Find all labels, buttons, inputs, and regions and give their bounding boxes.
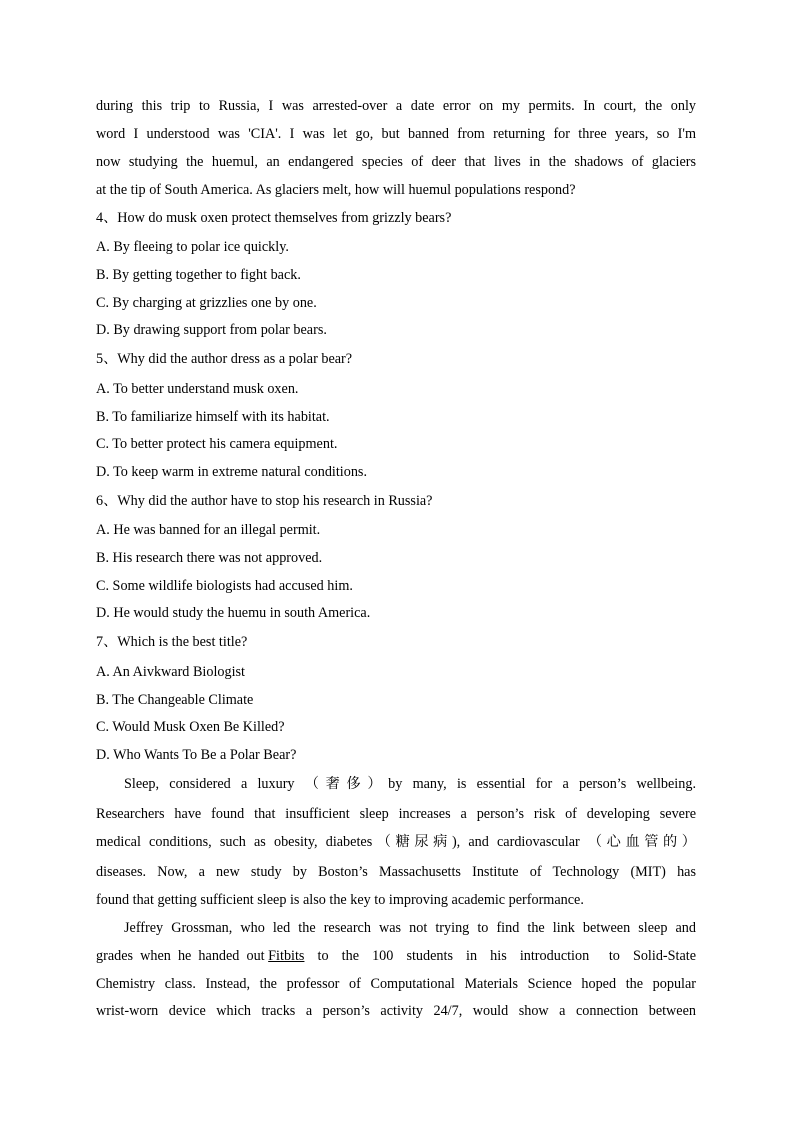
passage2-text: to the 100 students in his introduction to Solid-State [304, 948, 696, 964]
question-5-option-d: D. To keep warm in extreme natural conditions. [96, 464, 367, 480]
question-7-option-c: C. Would Musk Oxen Be Killed? [96, 719, 285, 735]
passage2-line: wrist-worn device which tracks a person’s activity 24/7, would show a connection between [96, 1003, 696, 1019]
question-4-option-a: A. By fleeing to polar ice quickly. [96, 239, 289, 255]
fitbits-underlined-term: Fitbits [268, 948, 305, 964]
question-4-stem: 4、How do musk oxen protect themselves from grizzly bears? [96, 210, 452, 226]
passage-line: now studying the huemul, an endangered species of deer that lives in the shadows of glaciers [96, 154, 696, 170]
question-6-option-c: C. Some wildlife biologists had accused him. [96, 578, 353, 594]
question-7-option-a: A. An Aivkward Biologist [96, 664, 245, 680]
question-5-stem: 5、Why did the author dress as a polar bear? [96, 351, 353, 367]
passage2-line: diseases. Now, a new study by Boston’s Massachusetts Institute of Technology (MIT) has [96, 864, 696, 880]
passage2-line: Jeffrey Grossman, who led the research was not trying to find the link between sleep and [124, 920, 696, 936]
question-4-option-d: D. By drawing support from polar bears. [96, 322, 327, 338]
passage2-text: grades when he handed out [96, 948, 269, 964]
question-5-option-c: C. To better protect his camera equipment. [96, 436, 338, 452]
question-7-stem: 7、Which is the best title? [96, 634, 248, 650]
question-6-option-b: B. His research there was not approved. [96, 550, 323, 566]
passage-line: during this trip to Russia, I was arrested-over a date error on my permits. In court, the only [96, 98, 696, 114]
question-4-option-b: B. By getting together to fight back. [96, 267, 301, 283]
passage2-line: Sleep, considered a luxury （奢侈）by many, is essential for a person’s wellbeing. [124, 776, 696, 792]
question-6-option-a: A. He was banned for an illegal permit. [96, 522, 321, 538]
question-7-option-b: B. The Changeable Climate [96, 692, 254, 708]
question-6-stem: 6、Why did the author have to stop his research in Russia? [96, 493, 433, 509]
passage-line: word I understood was 'CIA'. I was let go, but banned from returning for three years, so I'm [96, 126, 696, 142]
question-5-option-a: A. To better understand musk oxen. [96, 381, 299, 397]
question-7-option-d: D. Who Wants To Be a Polar Bear? [96, 747, 297, 763]
question-5-option-b: B. To familiarize himself with its habitat. [96, 409, 330, 425]
passage2-line: found that getting sufficient sleep is also the key to improving academic performance. [96, 892, 584, 908]
passage-line: at the tip of South America. As glaciers melt, how will huemul populations respond? [96, 182, 576, 198]
passage2-line [96, 947, 696, 965]
passage2-line: Chemistry class. Instead, the professor of Computational Materials Science hoped the popular [96, 976, 696, 992]
question-4-option-c: C. By charging at grizzlies one by one. [96, 295, 317, 311]
question-6-option-d: D. He would study the huemu in south America. [96, 605, 371, 621]
passage2-line: Researchers have found that insufficient sleep increases a person’s risk of developing severe [96, 806, 696, 822]
passage2-line: medical conditions, such as obesity, diabetes（糖尿病), and cardiovascular （心血管的） [96, 834, 696, 850]
